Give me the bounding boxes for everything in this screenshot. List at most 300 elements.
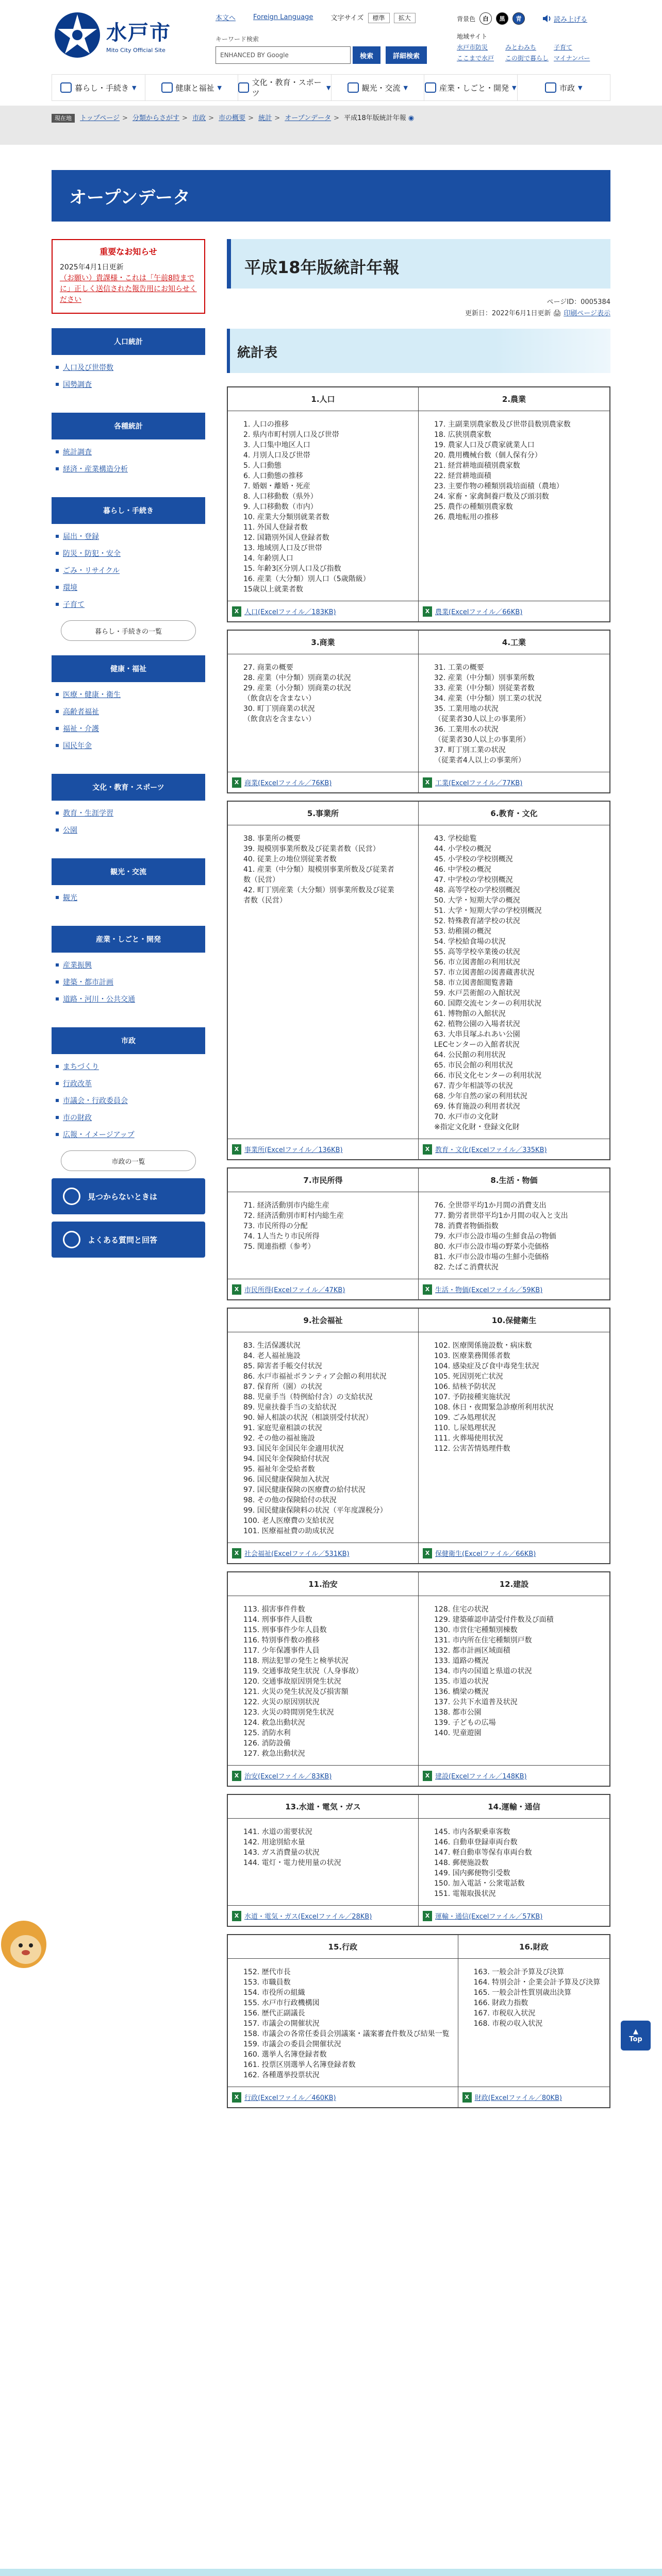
- sidebar-section-heading: 市政: [52, 1027, 205, 1054]
- stats-category: [419, 387, 609, 621]
- skip-to-content-link[interactable]: 本文へ: [216, 14, 236, 22]
- stats-category-heading: 3.商業: [228, 631, 418, 654]
- sidebar-link[interactable]: 市の財政: [63, 1114, 92, 1122]
- stats-item: 95. 福祉年金受給者数: [243, 1465, 315, 1474]
- stats-category: [419, 1795, 609, 1926]
- excel-file-icon: X: [462, 2092, 472, 2103]
- breadcrumb-separator-icon: >: [182, 114, 188, 122]
- sidebar-link-item: [56, 808, 201, 818]
- excel-download: [419, 1765, 609, 1786]
- stats-category-heading: 2.農業: [419, 387, 609, 411]
- stats-item: LECセンターの入館者状況: [434, 1041, 520, 1049]
- stats-item: 71. 経済活動別市内総生産: [243, 1201, 329, 1210]
- stats-item: 5. 人口動態: [243, 462, 282, 470]
- stats-item: 147. 軽自動車等保有車両台数: [434, 1849, 532, 1857]
- stats-item: 42. 町丁別産業（大分類）別事業所数及び従業: [243, 886, 394, 895]
- stats-item: 82. たばこ消費状況: [434, 1263, 499, 1272]
- search-label: キーワード検索: [216, 36, 259, 43]
- breadcrumb-bar: [0, 106, 662, 145]
- updated-date: 更新日：2022年6月1日更新: [465, 310, 551, 318]
- stats-item: 53. 幼稚園の概況: [434, 927, 491, 936]
- breadcrumb: [52, 111, 610, 126]
- stats-item: 105. 死因別死亡状況: [434, 1372, 503, 1381]
- stats-item: 76. 全世帯平均1か月間の消費支出: [434, 1201, 547, 1210]
- mascot-button[interactable]: [0, 1917, 58, 1972]
- site-header: [0, 0, 662, 72]
- sidebar-link[interactable]: 市議会・行政委員会: [63, 1097, 128, 1105]
- excel-file-icon: X: [232, 1771, 241, 1781]
- stats-item: 145. 市内各駅乗車客数: [434, 1828, 510, 1837]
- sidebar-link[interactable]: 福祉・介護: [63, 725, 99, 733]
- stats-item: 89. 児童扶養手当の支給状況: [243, 1403, 337, 1412]
- stats-item-list: [228, 411, 418, 601]
- stats-item: 37. 町丁別工業の状況: [434, 746, 506, 755]
- stats-item: 157. 市議会の開催状況: [243, 2020, 320, 2028]
- city-hall-icon: [545, 82, 556, 93]
- magnifier-icon: [63, 1188, 80, 1205]
- advanced-search-button[interactable]: 詳細検索: [386, 46, 427, 64]
- stats-item: 106. 結核予防状況: [434, 1383, 496, 1392]
- excel-download-link[interactable]: 行政(Excelファイル／460KB): [244, 2094, 336, 2103]
- stats-item: 166. 財政力指数: [473, 1999, 528, 2008]
- stats-item: （従業者4人以上の事業所）: [434, 756, 525, 765]
- main-content: [227, 239, 610, 2115]
- statistics-tables: [227, 386, 610, 2108]
- sidebar-sections: [52, 328, 205, 1171]
- stats-item: 120. 交通事故原因別発生状況: [243, 1677, 341, 1686]
- sidebar-link[interactable]: 国民年金: [63, 742, 92, 750]
- stats-item: 134. 市内の国道と県道の状況: [434, 1667, 532, 1676]
- stats-item: 64. 公民館の利用状況: [434, 1051, 506, 1060]
- excel-download: [419, 772, 609, 792]
- stats-category: [419, 1572, 609, 1786]
- sidebar-link[interactable]: 環境: [63, 584, 77, 592]
- site-links: [457, 43, 611, 62]
- page-id: ページID：0005384: [547, 298, 610, 306]
- stats-item: （飲食店を含まない）: [243, 715, 316, 724]
- stats-item: 103. 医療業務関係者数: [434, 1352, 510, 1361]
- stats-item: （従業者30人以上の事業所）: [434, 715, 530, 724]
- stats-item: 21. 経営耕地面積別農家数: [434, 462, 520, 470]
- excel-download: [228, 601, 418, 621]
- stats-item-list: [419, 411, 609, 601]
- stats-item: 56. 市立図書館の利用状況: [434, 958, 520, 967]
- stats-item: 160. 選挙人名簿登録者数: [243, 2050, 327, 2059]
- gnav-item-culture[interactable]: 文化・教育・スポーツ ▼: [238, 75, 331, 100]
- stats-item: 93. 国民年金国民年金適用状況: [243, 1445, 344, 1453]
- excel-file-icon: X: [232, 1548, 241, 1558]
- faq-button[interactable]: よくある質問と回答: [52, 1222, 205, 1258]
- sidebar-link-list: [52, 355, 205, 398]
- excel-download-link[interactable]: 社会福祉(Excelファイル／531KB): [244, 1550, 350, 1558]
- help-search-button[interactable]: 見つからないときは: [52, 1178, 205, 1214]
- stats-item: 117. 少年保護事件人員: [243, 1647, 320, 1655]
- footer-links: [0, 2569, 662, 2576]
- back-to-top-button[interactable]: ▲ Top: [621, 2021, 651, 2050]
- excel-download-link[interactable]: 人口(Excelファイル／183KB): [244, 608, 336, 617]
- stats-category: [228, 1572, 419, 1786]
- stats-item: 15歳以上就業者数: [243, 585, 303, 594]
- sidebar-link[interactable]: 防災・防犯・安全: [63, 550, 121, 558]
- stats-item: 75. 関連指標（参考）: [243, 1243, 315, 1251]
- excel-file-icon: X: [232, 1284, 241, 1295]
- stats-item: 38. 事業所の概要: [243, 835, 301, 843]
- stats-item: 153. 市職員数: [243, 1978, 291, 1987]
- excel-download-link[interactable]: 生活・物価(Excelファイル／59KB): [435, 1286, 543, 1295]
- stats-category: [419, 631, 609, 792]
- breadcrumb-link[interactable]: トップページ: [80, 114, 120, 122]
- stats-item: 96. 国民健康保険加入状況: [243, 1476, 329, 1484]
- excel-download-link[interactable]: 財政(Excelファイル／80KB): [474, 2094, 562, 2103]
- chevron-down-icon: ▼: [217, 84, 222, 91]
- stats-item: 156. 歴代正副議長: [243, 2009, 305, 2018]
- sidebar-section-heading: 観光・交流: [52, 858, 205, 885]
- breadcrumb-separator-icon: >: [334, 114, 340, 122]
- stats-item: 70. 水戸市の文化財: [434, 1113, 499, 1122]
- sidebar-link-item: [56, 689, 201, 700]
- stats-category-heading: 11.治安: [228, 1572, 418, 1596]
- site-logo[interactable]: [52, 9, 171, 61]
- speaker-icon[interactable]: ◉: [408, 114, 415, 122]
- sidebar-link[interactable]: 道路・河川・公共交通: [63, 995, 135, 1004]
- excel-file-icon: X: [423, 606, 432, 617]
- stats-item: 84. 老人福祉施設: [243, 1352, 301, 1361]
- page-meta: [227, 297, 610, 319]
- stats-item: 119. 交通事故発生状況（人身事故）: [243, 1667, 363, 1676]
- stats-item: 81. 水戸市公設市場の生鮮小売価格: [434, 1253, 549, 1262]
- bg-black-button[interactable]: 黒: [496, 12, 508, 25]
- site-link[interactable]: この街で暮らし: [505, 55, 549, 62]
- header-tools: [216, 12, 432, 64]
- stats-item: （従業者30人以上の事業所）: [434, 736, 530, 744]
- stats-item: 34. 産業（中分類）別工業の状況: [434, 694, 542, 703]
- search-input[interactable]: ENHANCED BY Google: [216, 46, 351, 64]
- stats-item: 31. 工業の概要: [434, 664, 484, 672]
- logo-subtitle: Mito City Official Site: [106, 47, 166, 54]
- stats-item: 163. 一般会計予算及び決算: [473, 1968, 565, 1977]
- site-link[interactable]: 水戸市防災: [457, 44, 488, 51]
- stats-category: [228, 1935, 458, 2107]
- excel-download-link[interactable]: 水道・電気・ガス(Excelファイル／28KB): [244, 1913, 372, 1921]
- breadcrumb-separator-icon: >: [274, 114, 280, 122]
- stats-item: 78. 消費者物価指数: [434, 1222, 499, 1231]
- stats-item: 121. 火災の発生状況及び損害額: [243, 1688, 349, 1697]
- stats-item: 109. ごみ処理状況: [434, 1414, 496, 1422]
- stats-item-list: [419, 1596, 609, 1765]
- search-button[interactable]: 検索: [353, 46, 380, 64]
- stats-item: 99. 国民健康保険料の状況（平年度課税分）: [243, 1506, 387, 1515]
- stats-item-list: [419, 825, 609, 1139]
- excel-download-link[interactable]: 治安(Excelファイル／83KB): [244, 1773, 332, 1781]
- breadcrumb-separator-icon: >: [208, 114, 214, 122]
- sidebar-link[interactable]: 広報・イメージアップ: [63, 1131, 135, 1139]
- sidebar-link-list: [52, 524, 205, 618]
- sidebar-section-heading: 各種統計: [52, 413, 205, 439]
- book-icon: [238, 82, 249, 93]
- bg-blue-button[interactable]: 青: [512, 12, 525, 25]
- sidebar-link[interactable]: 公園: [63, 826, 77, 835]
- stats-item-list: [228, 1332, 418, 1543]
- sidebar-link[interactable]: 国勢調査: [63, 381, 92, 389]
- sidebar-link[interactable]: 高齢者福祉: [63, 708, 99, 716]
- excel-download: [228, 1765, 418, 1786]
- stats-item: 43. 学校総覧: [434, 835, 477, 843]
- site-link[interactable]: 子育て: [554, 44, 573, 51]
- sidebar-link[interactable]: まちづくり: [63, 1063, 99, 1071]
- excel-download-link[interactable]: 教育・文化(Excelファイル／335KB): [435, 1146, 547, 1155]
- gnav-item-tourism[interactable]: 観光・交流 ▼: [331, 75, 424, 100]
- stats-item: 26. 農地転用の推移: [434, 513, 499, 522]
- stats-item-list: [228, 825, 418, 1139]
- sidebar-link[interactable]: 届出・登録: [63, 533, 99, 541]
- stats-item: 141. 水道の需要状況: [243, 1828, 312, 1837]
- stats-item: 165. 一般会計性質別歳出決算: [473, 1989, 572, 1997]
- stats-item: 69. 体育施設の利用者状況: [434, 1103, 520, 1111]
- sidebar-link-item: [56, 892, 201, 903]
- gnav-item-industry[interactable]: 産業・しごと・開発 ▼: [424, 75, 517, 100]
- sidebar-link-item: [56, 740, 201, 751]
- stats-item: 86. 水戸市福祉ボランティア会館の利用状況: [243, 1372, 387, 1381]
- notice-title: 重要なお知らせ: [100, 247, 157, 257]
- excel-download-link[interactable]: 商業(Excelファイル／76KB): [244, 779, 332, 788]
- stats-item-list: [228, 1596, 418, 1765]
- stats-item-list: [419, 654, 609, 772]
- font-large-button[interactable]: 拡大: [394, 13, 416, 23]
- font-size-label: 文字サイズ 標準 拡大: [330, 12, 415, 22]
- chevron-down-icon: ▼: [512, 84, 517, 91]
- sidebar-link[interactable]: ごみ・リサイクル: [63, 567, 120, 575]
- stats-item: 143. ガス消費量の状況: [243, 1849, 320, 1857]
- font-standard-button[interactable]: 標準: [368, 13, 390, 23]
- stats-item: 74. 1人当たり市民所得: [243, 1232, 320, 1241]
- notice-link[interactable]: （お願い）貴課様・これは「午前8時までに」正しく送信された報告用にお知らせください: [60, 274, 197, 304]
- stats-item: 2. 県内市町村別人口及び世帯: [243, 431, 339, 439]
- sidebar-link[interactable]: 観光: [63, 894, 77, 902]
- stats-item: 139. 子どもの広場: [434, 1719, 496, 1727]
- excel-file-icon: X: [423, 1284, 432, 1295]
- building-icon: [425, 82, 436, 93]
- sidebar-link-item: [56, 447, 201, 457]
- excel-download-link[interactable]: 事業所(Excelファイル／136KB): [244, 1146, 343, 1155]
- stats-table-row: [227, 1308, 610, 1564]
- stats-category: [458, 1935, 609, 2107]
- stats-item: 4. 月別人口及び世帯: [243, 451, 310, 460]
- stats-item: 44. 小学校の概況: [434, 845, 491, 854]
- site-link[interactable]: マイナンバー: [554, 55, 590, 62]
- stats-item: 28. 産業（中分類）別商業の状況: [243, 674, 351, 683]
- stats-item: 29. 産業（小分類）別商業の状況: [243, 684, 351, 693]
- important-notice: [52, 239, 205, 314]
- sidebar-link[interactable]: 教育・生涯学習: [63, 809, 113, 818]
- stats-item: 91. 家庭児童相談の状況: [243, 1424, 322, 1433]
- stats-item: 17. 主副業別農家数及び世帯員数別農家数: [434, 420, 571, 429]
- stats-item: 41. 産業（中分類）規模別事業所数及び従業者: [243, 866, 394, 874]
- stats-item: 24. 家畜・家禽飼養戸数及び頭羽数: [434, 493, 549, 501]
- stats-table-row: [227, 1934, 610, 2108]
- logo-title: 水戸市: [106, 21, 171, 45]
- stats-category-heading: 10.保健衛生: [419, 1309, 609, 1332]
- stats-category: [228, 1168, 419, 1299]
- sidebar-link-list: [52, 801, 205, 844]
- sidebar-more-button[interactable]: 市政の一覧: [61, 1150, 196, 1171]
- stats-item: 67. 青少年相談等の状況: [434, 1082, 513, 1091]
- sidebar-link[interactable]: 建築・都市計画: [63, 978, 113, 987]
- stats-item: 20. 農用機械台数（個人保有分）: [434, 451, 542, 460]
- stats-category: [228, 1309, 419, 1563]
- stats-item: 144. 電灯・電力使用量の状況: [243, 1859, 341, 1868]
- excel-file-icon: X: [423, 777, 432, 788]
- stats-category-heading: 1.人口: [228, 387, 418, 411]
- excel-download: [458, 2087, 609, 2107]
- stats-item: 142. 用途別給水量: [243, 1838, 305, 1847]
- sidebar-link-item: [56, 599, 201, 609]
- excel-download-link[interactable]: 保健衛生(Excelファイル／66KB): [435, 1550, 536, 1558]
- sidebar-link-item: [56, 825, 201, 835]
- sidebar-link-list: [52, 953, 205, 1013]
- stats-item: 55. 高等学校卒業後の状況: [434, 948, 520, 957]
- stats-item-list: [228, 1192, 418, 1279]
- current-location-badge: 現在地: [52, 114, 75, 123]
- sidebar-section-heading: 人口統計: [52, 328, 205, 355]
- global-nav: [52, 74, 610, 101]
- breadcrumb-link[interactable]: 統計: [258, 114, 272, 122]
- site-link[interactable]: ここまで水戸: [457, 55, 494, 62]
- stats-item: 129. 建築確認申請受付件数及び面積: [434, 1616, 554, 1624]
- breadcrumb-current: 平成18年版統計年報: [344, 114, 406, 122]
- stats-item: 136. 橋梁の概況: [434, 1688, 489, 1697]
- camera-icon: [347, 82, 359, 93]
- excel-file-icon: X: [232, 777, 241, 788]
- excel-download: [228, 2087, 458, 2107]
- sidebar-link-item: [56, 1129, 201, 1140]
- stats-item: 23. 主要作物の種類別栽培面積（農地）: [434, 482, 564, 491]
- excel-download: [419, 1543, 609, 1563]
- site-link[interactable]: みとわみち: [505, 44, 537, 51]
- excel-file-icon: X: [423, 1911, 432, 1921]
- stats-item-list: [228, 1819, 418, 1905]
- excel-file-icon: X: [423, 1771, 432, 1781]
- question-icon: [63, 1231, 80, 1248]
- sidebar-link[interactable]: 行政改革: [63, 1080, 92, 1088]
- breadcrumb-link[interactable]: 分類からさがす: [133, 114, 180, 122]
- stats-item: 32. 産業（中分類）別事業所数: [434, 674, 535, 683]
- sidebar-link-item: [56, 531, 201, 541]
- stats-table-row: [227, 801, 610, 1160]
- sidebar-link[interactable]: 統計調査: [63, 448, 92, 456]
- breadcrumb-link[interactable]: オープンデータ: [285, 114, 332, 122]
- breadcrumb-link[interactable]: 市政: [192, 114, 206, 122]
- excel-download-link[interactable]: 工業(Excelファイル／77KB): [435, 779, 523, 788]
- sidebar-link[interactable]: 子育て: [63, 601, 85, 609]
- stats-item: 124. 救急出動状況: [243, 1719, 305, 1727]
- stats-item: 48. 高等学校の学校別概況: [434, 886, 520, 895]
- gnav-item-city[interactable]: 市政 ▼: [517, 75, 611, 100]
- sidebar-link-item: [56, 565, 201, 575]
- stats-item: 68. 少年自然の家の利用状況: [434, 1092, 527, 1101]
- stats-item: 47. 中学校の学校別概況: [434, 876, 513, 885]
- excel-download-link[interactable]: 農業(Excelファイル／66KB): [435, 608, 523, 617]
- stats-item: 85. 障害者手帳交付状況: [243, 1362, 322, 1371]
- breadcrumb-separator-icon: >: [248, 114, 254, 122]
- stats-category-heading: 8.生活・物価: [419, 1168, 609, 1192]
- stats-item-list: [419, 1819, 609, 1905]
- sidebar-link[interactable]: 医療・健康・衛生: [63, 691, 121, 699]
- stats-item: ※指定文化財・登録文化財: [434, 1123, 520, 1132]
- speaker-icon: [542, 14, 552, 23]
- stats-item-list: [228, 1959, 458, 2087]
- stats-item: 65. 市民会館の利用状況: [434, 1061, 513, 1070]
- stats-item: 94. 国民年金保険給付状況: [243, 1455, 329, 1464]
- stats-item: 90. 婦人相談の状況（相談別受付状況）: [243, 1414, 373, 1422]
- sidebar-section-heading: 文化・教育・スポーツ: [52, 774, 205, 801]
- gnav-item-living[interactable]: 暮らし・手続き ▼: [52, 75, 145, 100]
- breadcrumb-separator-icon: >: [122, 114, 128, 122]
- stats-item: 9. 人口移動数（市内）: [243, 503, 318, 512]
- excel-download: [228, 1139, 418, 1159]
- stats-item: 115. 刑事事件少年人員数: [243, 1626, 327, 1635]
- stats-item: 100. 老人医療費の支給状況: [243, 1517, 334, 1526]
- notice-date: 2025年4月1日更新: [60, 263, 124, 272]
- stats-category-heading: 7.市民所得: [228, 1168, 418, 1192]
- stats-item: 110. し尿処理状況: [434, 1424, 496, 1433]
- read-aloud-button[interactable]: 読み上げる: [542, 14, 587, 24]
- excel-download: [419, 601, 609, 621]
- section-title: 統計表: [237, 345, 278, 361]
- stats-category: [419, 802, 609, 1159]
- sidebar-link-list: [52, 439, 205, 483]
- stats-category-heading: 16.財政: [458, 1935, 609, 1959]
- sidebar-link-item: [56, 1095, 201, 1106]
- excel-file-icon: X: [232, 606, 241, 617]
- breadcrumb-link[interactable]: 市の概要: [219, 114, 246, 122]
- sidebar-more-button[interactable]: 暮らし・手続きの一覧: [61, 620, 196, 641]
- stats-item: 58. 市立図書館閲覧書籍: [434, 979, 513, 988]
- sidebar-link-list: [52, 1054, 205, 1148]
- excel-download-link[interactable]: 運輸・通信(Excelファイル／57KB): [435, 1913, 543, 1921]
- sidebar-section-heading: 暮らし・手続き: [52, 497, 205, 524]
- excel-download-link[interactable]: 建設(Excelファイル／148KB): [435, 1773, 527, 1781]
- sidebar-link-list: [52, 682, 205, 759]
- sidebar-link[interactable]: 産業振興: [63, 961, 92, 970]
- sidebar-link[interactable]: 経済・産業構造分析: [63, 465, 128, 473]
- foreign-language-link[interactable]: Foreign Language: [253, 13, 313, 21]
- excel-file-icon: X: [232, 2092, 241, 2103]
- sidebar-link[interactable]: 人口及び世帯数: [63, 364, 113, 372]
- stats-table-row: [227, 1571, 610, 1787]
- page-title-bar: [227, 239, 610, 289]
- excel-download: [228, 772, 418, 792]
- stats-item: 54. 学校給食場の状況: [434, 938, 506, 946]
- excel-download: [419, 1905, 609, 1926]
- chevron-down-icon: ▼: [132, 84, 137, 91]
- stats-item: 161. 投票区別選挙人名簿登録者数: [243, 2061, 356, 2070]
- gnav-item-health[interactable]: 健康と福祉 ▼: [145, 75, 238, 100]
- stats-item: 51. 大学・短期大学の学校別概況: [434, 907, 542, 916]
- sidebar-link-item: [56, 706, 201, 717]
- stats-item: 108. 休日・夜間緊急診療所利用状況: [434, 1403, 554, 1412]
- stats-item: 16. 産業（大分類）別人口（5歳階級）: [243, 575, 370, 584]
- stats-item: 30. 町丁別商業の状況: [243, 705, 315, 714]
- stats-category-heading: 12.建設: [419, 1572, 609, 1596]
- chevron-down-icon: ▼: [578, 84, 583, 91]
- excel-download-link[interactable]: 市民所得(Excelファイル／47KB): [244, 1286, 345, 1295]
- heart-icon: [161, 82, 173, 93]
- stats-item: 11. 外国人登録者数: [243, 523, 308, 532]
- stats-item: 111. 火葬場使用状況: [434, 1434, 503, 1443]
- bg-white-button[interactable]: 白: [479, 12, 492, 25]
- excel-download: [419, 1139, 609, 1159]
- print-link[interactable]: 印刷ページ表示: [564, 310, 610, 318]
